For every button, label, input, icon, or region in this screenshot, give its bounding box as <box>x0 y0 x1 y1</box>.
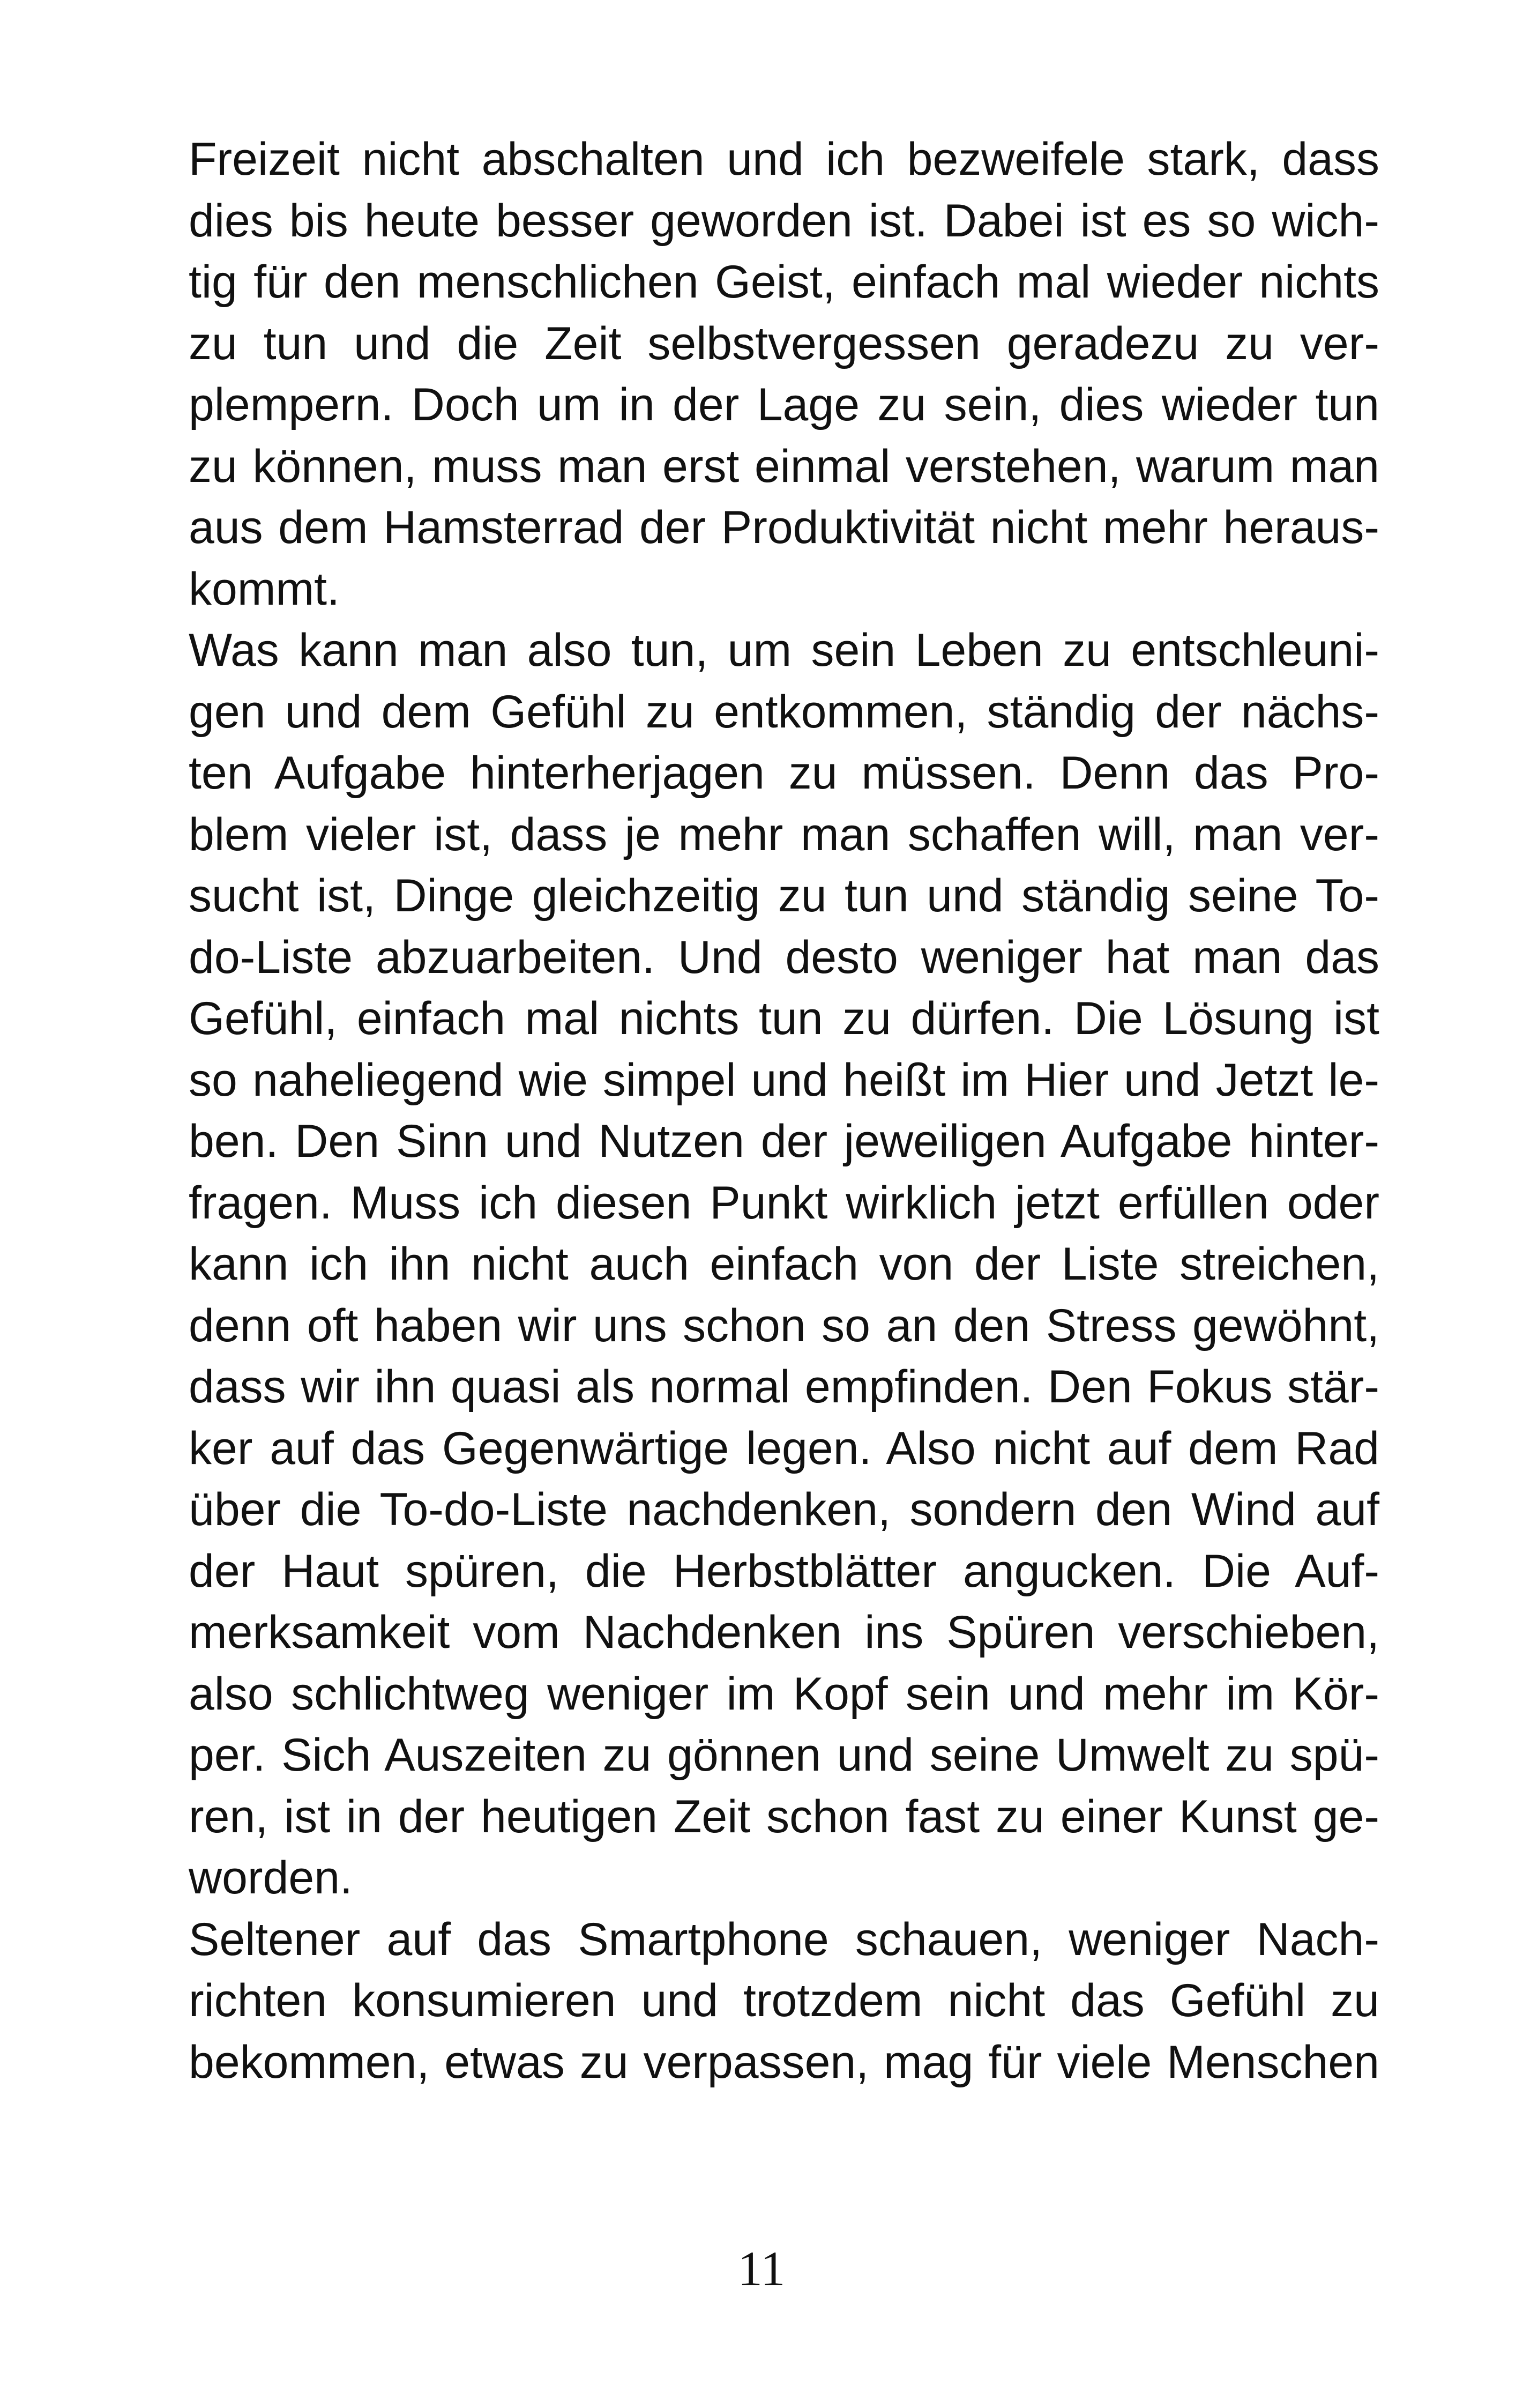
text-line: der Haut spüren, die Herbstblätter angucken. Die Auf- <box>189 1545 1379 1597</box>
text-line: zu tun und die Zeit selbstvergessen geradezu zu ver- <box>189 317 1379 369</box>
text-line: tig für den menschlichen Geist, einfach mal wieder nichts <box>189 256 1379 308</box>
text-line: aus dem Hamsterrad der Produktivität nicht mehr heraus- <box>189 502 1379 553</box>
text-line: so naheliegend wie simpel und heißt im Hier und Jetzt le- <box>189 1054 1379 1106</box>
text-line: plempern. Doch um in der Lage zu sein, dies wieder tun <box>189 379 1379 430</box>
text-line: Seltener auf das Smartphone schauen, weniger Nach- <box>189 1913 1379 1965</box>
text-line: dass wir ihn quasi als normal empfinden. Den Fokus stär- <box>189 1361 1379 1413</box>
text-line: ben. Den Sinn und Nutzen der jeweiligen Aufgabe hinter- <box>189 1116 1379 1167</box>
text-line: do-Liste abzuarbeiten. Und desto weniger hat man das <box>189 931 1379 983</box>
body-text <box>189 129 1379 2093</box>
text-line: über die To-do-Liste nachdenken, sondern den Wind auf <box>189 1484 1379 1535</box>
text-line: bekommen, etwas zu verpassen, mag für viele Menschen <box>189 2036 1379 2088</box>
page-number: 11 <box>737 2241 786 2296</box>
text-line: gen und dem Gefühl zu entkommen, ständig der nächs- <box>189 686 1379 738</box>
text-line: sucht ist, Dinge gleichzeitig zu tun und ständig seine To- <box>189 870 1379 921</box>
text-line: ker auf das Gegenwärtige legen. Also nicht auf dem Rad <box>189 1422 1379 1474</box>
text-line: worden. <box>189 1852 353 1904</box>
text-line: kann ich ihn nicht auch einfach von der Liste streichen, <box>189 1238 1379 1290</box>
text-line: zu können, muss man erst einmal verstehen, warum man <box>189 440 1379 492</box>
text-line: dies bis heute besser geworden ist. Dabei ist es so wich- <box>189 195 1379 247</box>
text-line: denn oft haben wir uns schon so an den Stress gewöhnt, <box>189 1299 1379 1351</box>
text-line: Freizeit nicht abschalten und ich bezweifele stark, dass <box>189 133 1379 185</box>
text-line: fragen. Muss ich diesen Punkt wirklich jetzt erfüllen oder <box>189 1177 1379 1229</box>
text-line: Gefühl, einfach mal nichts tun zu dürfen. Die Lösung ist <box>189 993 1379 1044</box>
text-line: per. Sich Auszeiten zu gönnen und seine Umwelt zu spü- <box>189 1729 1379 1781</box>
text-line: ten Aufgabe hinterherjagen zu müssen. Denn das Pro- <box>189 747 1379 799</box>
text-line: kommt. <box>189 563 340 615</box>
text-line: ren, ist in der heutigen Zeit schon fast zu einer Kunst ge- <box>189 1790 1379 1842</box>
text-line: richten konsumieren und trotzdem nicht das Gefühl zu <box>189 1975 1379 2026</box>
text-line: blem vieler ist, dass je mehr man schaffen will, man ver- <box>189 808 1379 860</box>
text-line: Was kann man also tun, um sein Leben zu entschleuni- <box>189 625 1379 676</box>
text-line: merksamkeit vom Nachdenken ins Spüren verschieben, <box>189 1607 1379 1658</box>
text-line: also schlichtweg weniger im Kopf sein und mehr im Kör- <box>189 1668 1379 1720</box>
